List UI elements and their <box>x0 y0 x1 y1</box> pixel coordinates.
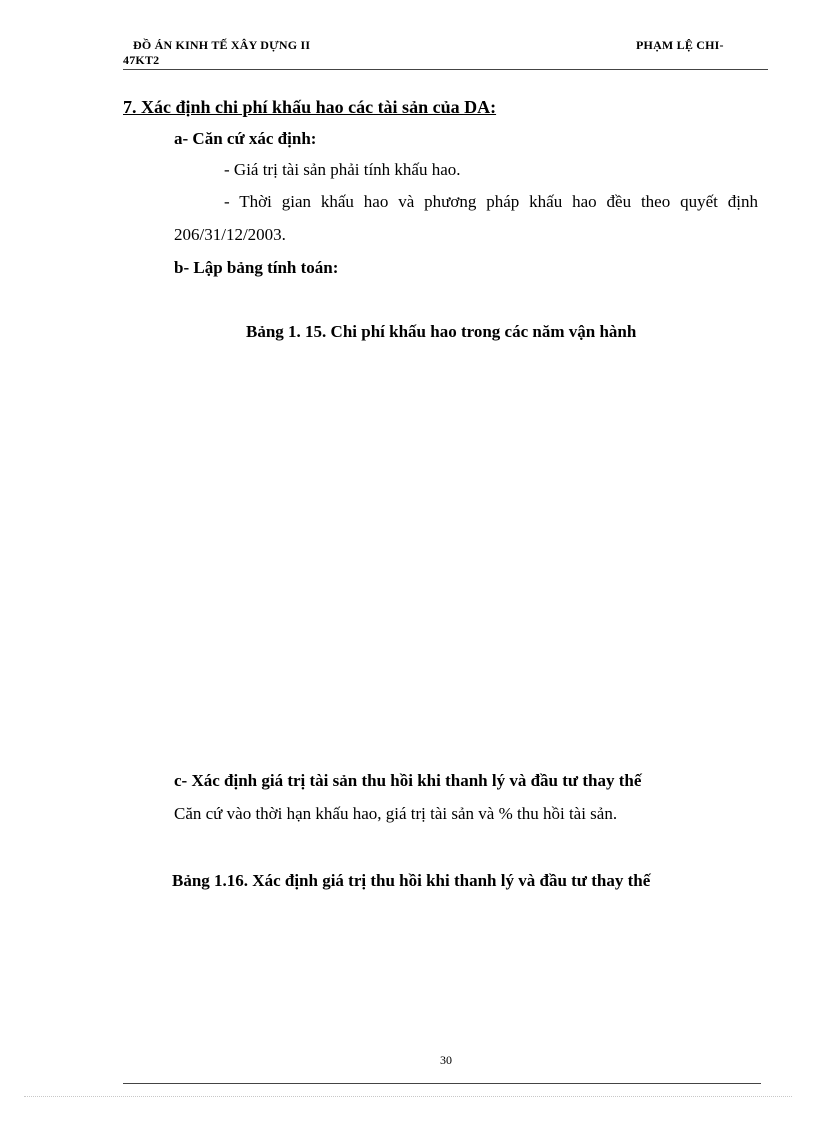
subsection-c-text: Căn cứ vào thời hạn khấu hao, giá trị tài sản và % thu hồi tài sản. <box>174 804 618 823</box>
header-class: 47KT2 <box>123 53 160 67</box>
table-1-16-caption: Bảng 1.16. Xác định giá trị thu hồi khi thanh lý và đầu tư thay thế <box>172 871 651 890</box>
bullet-depreciation-method: - Thời gian khấu hao và phương pháp khấu hao đều theo quyết định <box>224 192 758 211</box>
subsection-a-heading: a- Căn cứ xác định: <box>174 129 317 148</box>
bullet-asset-value: - Giá trị tài sản phải tính khấu hao. <box>224 160 461 179</box>
subsection-b-heading: b- Lập bảng tính toán: <box>174 258 339 277</box>
footer-rule <box>123 1083 761 1084</box>
section-heading: 7. Xác định chi phí khấu hao các tài sản của DA: <box>123 97 497 117</box>
subsection-c-heading: c- Xác định giá trị tài sản thu hồi khi thanh lý và đầu tư thay thế <box>174 771 642 790</box>
header-author: PHẠM LỆ CHI- <box>636 38 724 52</box>
page-number: 30 <box>440 1053 452 1067</box>
header-title: ĐỒ ÁN KINH TẾ XÂY DỰNG II <box>133 38 311 52</box>
page-edge-dotted-line <box>24 1096 792 1097</box>
table-1-15-caption: Bảng 1. 15. Chi phí khấu hao trong các năm vận hành <box>246 322 637 341</box>
bullet-depreciation-method-cont: 206/31/12/2003. <box>174 225 286 244</box>
header-rule <box>123 69 768 70</box>
